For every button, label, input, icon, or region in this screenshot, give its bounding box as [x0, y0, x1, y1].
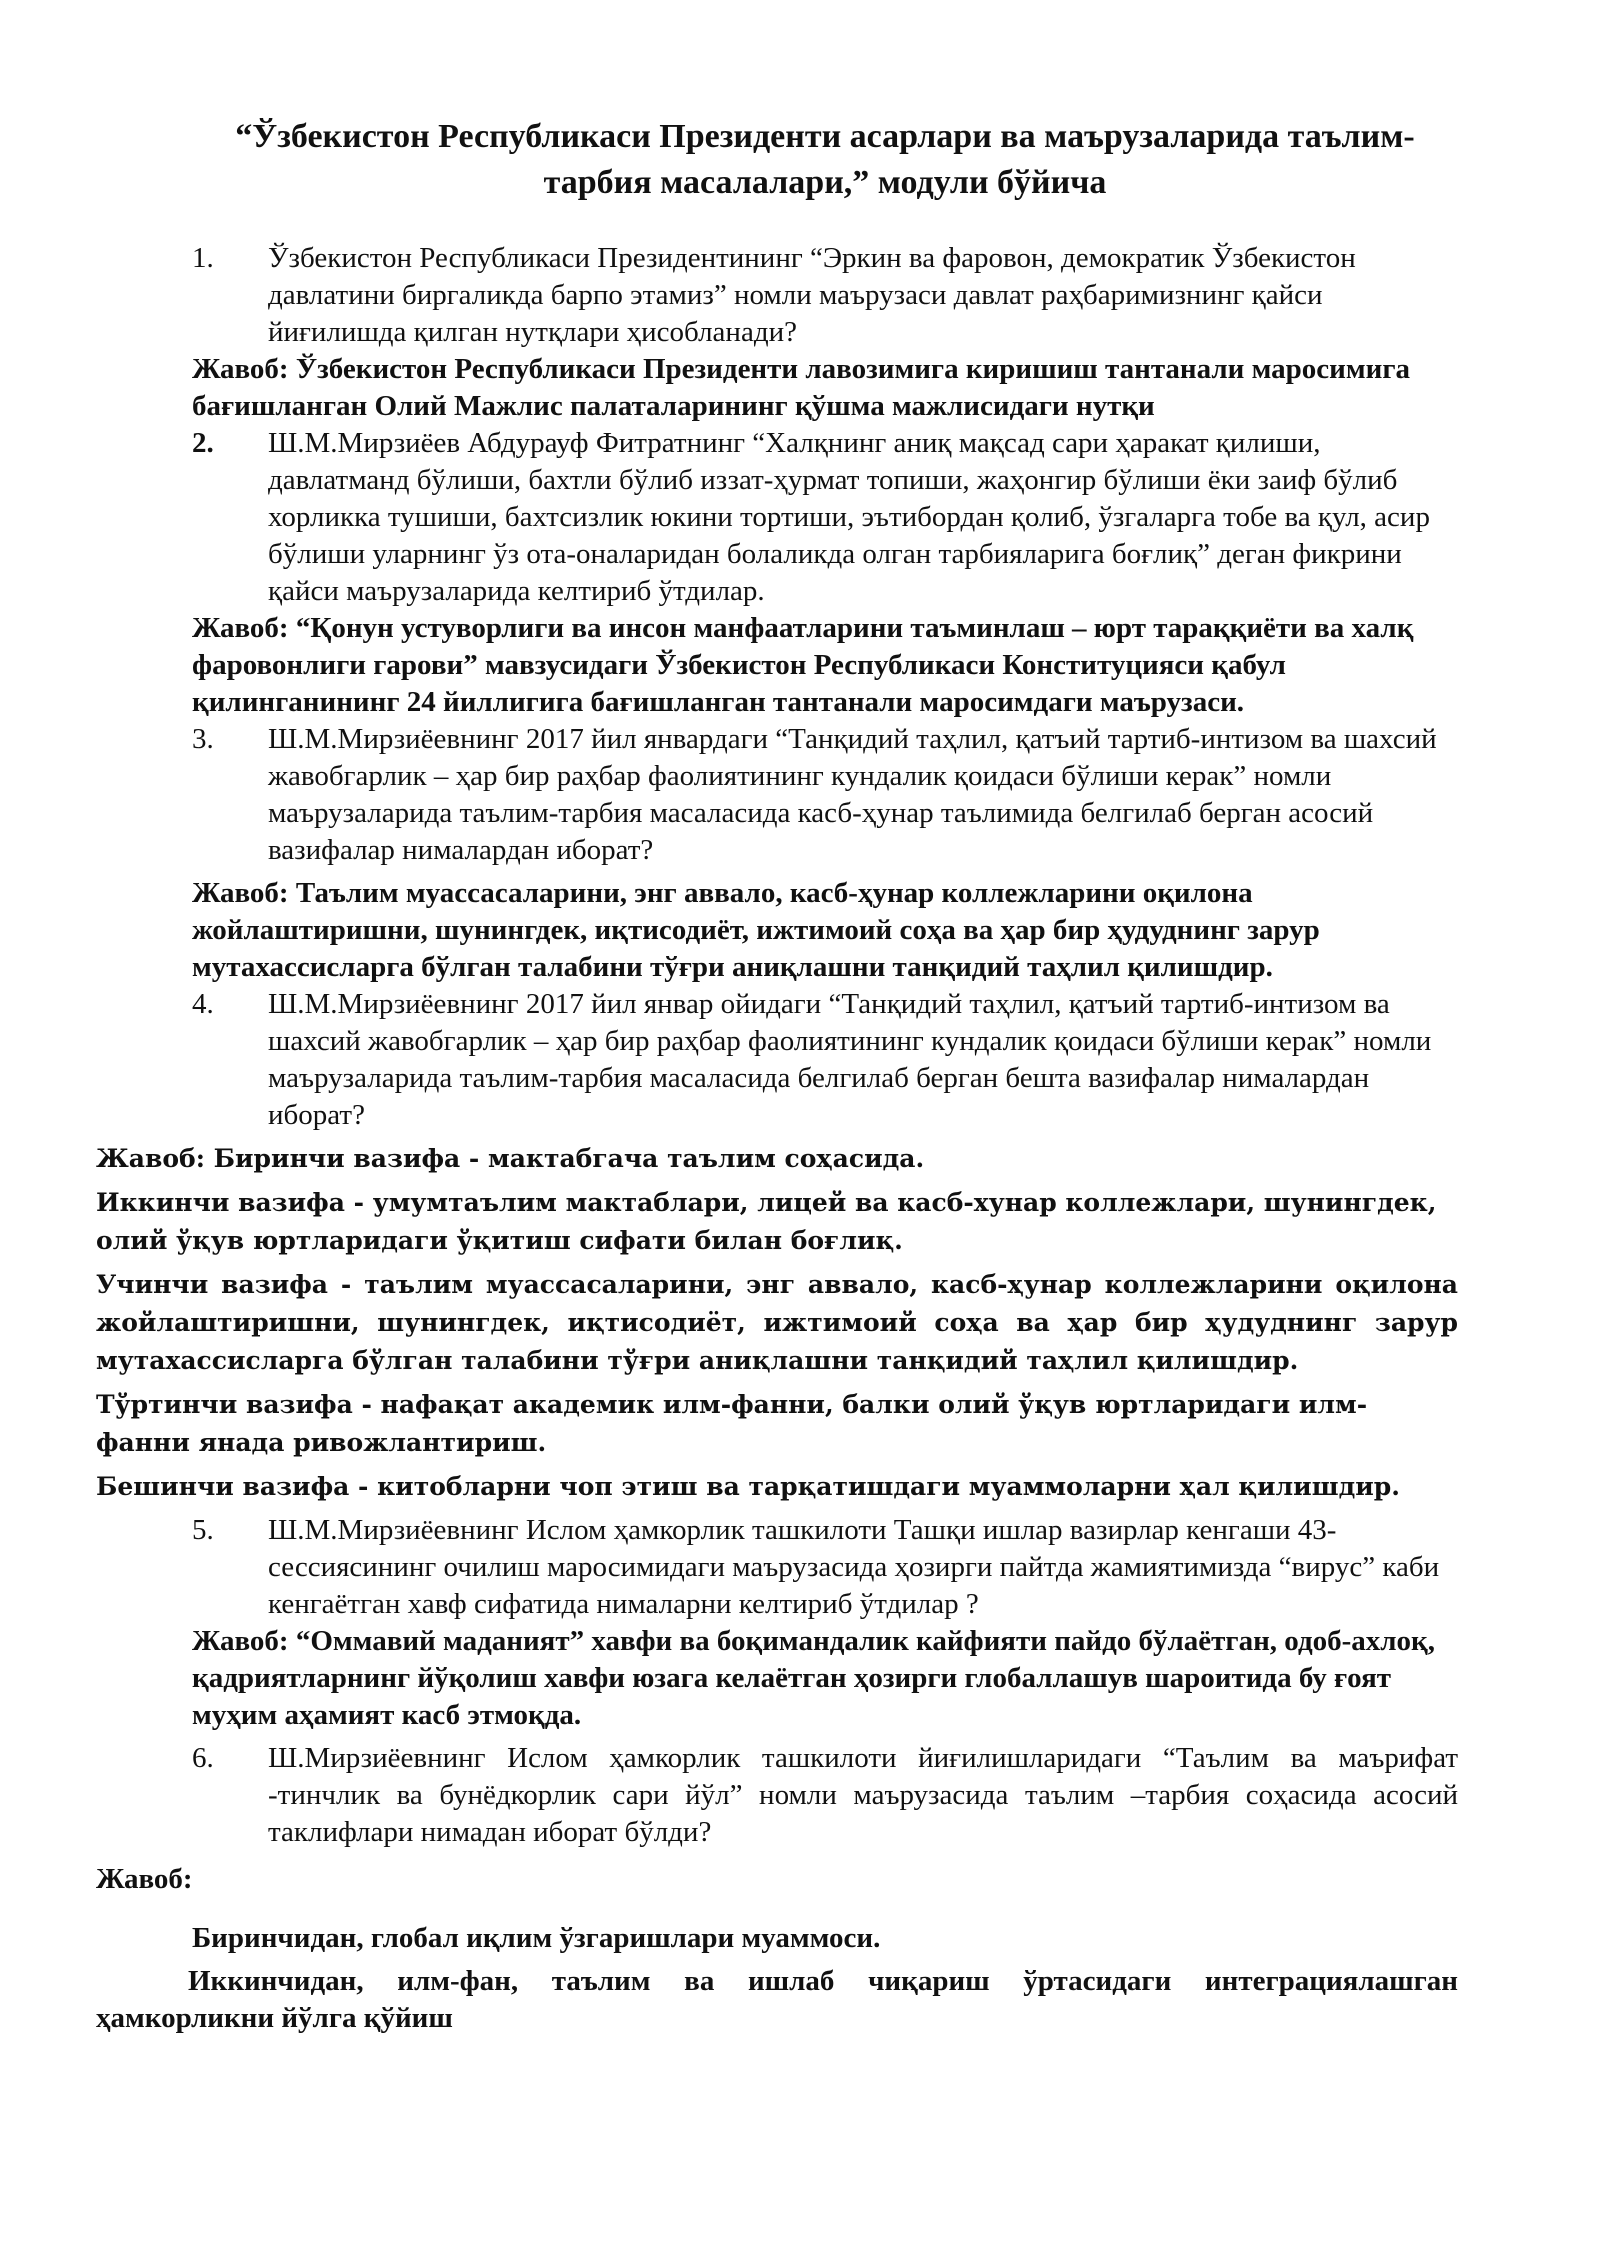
answer-5: Жавоб: “Оммавий маданият” хавфи ва боқимандалик кайфияти пайдо бўлаётган, одоб-ахлоқ, қадриятларнинг йўқолиш хавфи юзага келаётган ҳозирги глобаллашув шароитида бу ғоят муҳим аҳамият касб этмоқда. — [192, 1625, 1436, 1731]
question-text: Ш.М.Мирзиёевнинг Ислом ҳамкорлик ташкилоти Ташқи ишлар вазирлар кенгаши 43-сессиясининг очилиш маросимидаги маърузасида ҳозирги пайтда жамиятимизда “вирус” каби кенгаётган хавф сифатида нималарни келтириб ўтдилар ? — [268, 1514, 1440, 1620]
answer-1: Жавоб: Ўзбекистон Республикаси Президенти лавозимига киришиш тантанали маросимига бағишланган Олий Мажлис палаталарининг қўшма мажлисидаги нутқи — [192, 353, 1410, 422]
question-3 — [192, 721, 1458, 869]
question-number: 3. — [192, 723, 214, 755]
question-text: Ш.М.Мирзиёевнинг 2017 йил январдаги “Танқидий таҳлил, қатъий тартиб-интизом ва шахсий жавобгарлик – ҳар бир раҳбар фаолиятининг кундалик қоидаси бўлиши керак” номли маърузаларида таълим-тарбия масаласида касб-ҳунар таълимида белгилаб берган асосий вазифалар нималардан иборат? — [268, 723, 1437, 866]
question-1 — [192, 240, 1458, 351]
question-list — [0, 240, 1600, 2037]
answer-4-line-2: Иккинчи вазифа - умумтаълим мактаблари, лицей ва касб-хунар коллежлари, шунингдек, олий ўқув юртларидаги ўқитиш сифати билан боғлиқ. — [96, 1188, 1437, 1255]
answer-6-label: Жавоб: — [96, 1863, 193, 1895]
answer-6-second: Иккинчидан, илм-фан, таълим ва ишлаб чиқариш ўртасидаги интеграциялашган ҳамкорликни йўлга қўйиш — [96, 1965, 1458, 2034]
answer-4-line-1: Жавоб: Биринчи вазифа - мактабгача таълим соҳасида. — [96, 1144, 925, 1173]
answer-4-line-5: Бешинчи вазифа - китобларни чоп этиш ва тарқатишдаги муаммоларни ҳал қилишдир. — [96, 1472, 1400, 1501]
question-6 — [192, 1740, 1458, 1851]
answer-3: Жавоб: Таълим муассасаларини, энг аввало, касб-ҳунар коллежларини оқилона жойлаштиришни, шунингдек, иқтисодиёт, ижтимоий соҳа ва ҳар бир ҳудуднинг зарур мутахассисларга бўлган талабини тўғри аниқлашни танқидий таҳлил қилишдир. — [192, 877, 1320, 983]
question-4 — [192, 986, 1458, 1134]
answer-4-line-3: Учинчи вазифа - таълим муассасаларини, энг аввало, касб-ҳунар коллежларини оқилона жойлаштиришни, шунингдек, иқтисодиёт, ижтимоий соҳа ва ҳар бир ҳудуднинг зарур мутахассисларга бўлган талабини тўғри аниқлашни танқидий таҳлил қилишдир. — [96, 1270, 1458, 1375]
question-number: 5. — [192, 1514, 214, 1546]
question-text: Ш.М.Мирзиёевнинг 2017 йил январ ойидаги “Танқидий таҳлил, қатъий тартиб-интизом ва шахсий жавобгарлик – ҳар бир раҳбар фаолиятининг кундалик қоидаси бўлиши керак” номли маърузаларида таълим-тарбия масаласида белгилаб берган бешта вазифалар нималардан иборат? — [268, 988, 1432, 1131]
question-text: Ш.Мирзиёевнинг Ислом ҳамкорлик ташкилоти йиғилишларидаги “Таълим ва маърифат -тинчлик ва бунёдкорлик сари йўл” номли маърузасида таълим –тарбия соҳасида асосий таклифлари нимадан иборат бўлди? — [268, 1742, 1458, 1848]
document-title: “Ўзбекистон Республикаси Президенти асарлари ва маърузаларида таълим-тарбия масалалари,” модули бўйича — [235, 118, 1415, 201]
question-number: 2. — [192, 427, 214, 459]
question-text: Ўзбекистон Республикаси Президентининг “Эркин ва фаровон, демократик Ўзбекистон давлатини биргаликда барпо этамиз” номли маърузаси давлат раҳбаримизнинг қайси йиғилишда қилган нутқлари ҳисобланади? — [268, 242, 1356, 348]
answer-2: Жавоб: “Қонун устуворлиги ва инсон манфаатларини таъминлаш – юрт тараққиёти ва халқ фаровонлиги гарови” мавзусидаги Ўзбекистон Республикаси Конституцияси қабул қилинганининг 24 йиллигига бағишланган тантанали маросимдаги маърузаси. — [192, 612, 1414, 718]
question-5 — [192, 1512, 1458, 1623]
answer-6-first: Биринчидан, глобал иқлим ўзгаришлари муаммоси. — [192, 1922, 881, 1954]
question-text: Ш.М.Мирзиёев Абдурауф Фитратнинг “Халқнинг аниқ мақсад сари ҳаракат қилиши, давлатманд бўлиши, бахтли бўлиб иззат-ҳурмат топиши, жаҳонгир бўлиши ёки заиф бўлиб хорликка тушиши, бахтсизлик юкини тортиши, эътибордан қолиб, ўзгаларга тобе ва қул, асир бўлиши уларнинг ўз ота-оналаридан болаликда олган тарбияларига боғлиқ” деган фикрини қайси маърузаларида келтириб ўтдилар. — [268, 427, 1430, 607]
answer-4-line-4: Тўртинчи вазифа - нафақат академик илм-фанни, балки олий ўқув юртларидаги илм-фанни янада ривожлантириш. — [96, 1390, 1368, 1457]
question-number: 1. — [192, 242, 214, 274]
question-number: 4. — [192, 988, 214, 1020]
question-2 — [192, 425, 1458, 610]
question-number: 6. — [192, 1742, 214, 1774]
